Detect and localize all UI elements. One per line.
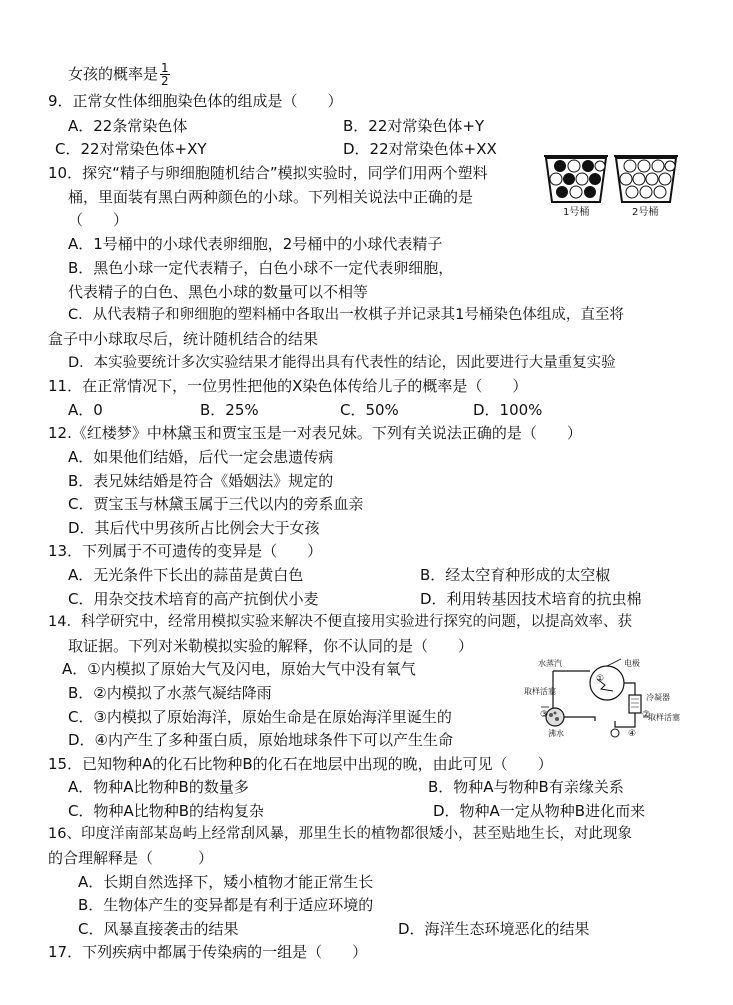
q17-stem: 17．下列疾病中都属于传染病的一组是（ ） [48, 943, 368, 961]
q12-stem: 12.《红楼梦》中林黛玉和贾宝玉是一对表兄妹。下列有关说法正确的是（ ） [48, 424, 582, 442]
miller-label-sampling-valve-left: 取样活塞 [524, 687, 556, 696]
q12-option-d: D．其后代中男孩所占比例会大于女孩 [68, 519, 320, 537]
q15-option-c: C．物种A比物种B的结构复杂 [68, 802, 265, 820]
q12-option-b: B．表兄妹结婚是符合《婚姻法》规定的 [68, 472, 334, 490]
q10-option-d: D．本实验要统计多次实验结果才能得出具有代表性的结论，因此要进行大量重复实验 [68, 355, 616, 371]
q10-option-a: A．1号桶中的小球代表卵细胞，2号桶中的小球代表精子 [68, 235, 443, 253]
q13-stem: 13．下列属于不可遗传的变异是（ ） [48, 542, 323, 560]
miller-label-steam: 水蒸汽 [538, 659, 562, 668]
q15-option-d: D．物种A一定从物种B进化而来 [433, 802, 646, 820]
q15-stem: 15．已知物种A的化石比物种B的化石在地层中出现的晚，由此可见（ ） [48, 755, 553, 773]
miller-label-condenser: 冷凝器 [646, 693, 670, 702]
q13-option-c: C．用杂交技术培育的高产抗倒伏小麦 [68, 590, 319, 608]
fraction [160, 62, 170, 87]
q12-option-a: A．如果他们结婚，后代一定会患遗传病 [68, 448, 334, 466]
bucket-1 [544, 156, 608, 202]
q9-option-d: D．22对常染色体+XX [343, 140, 497, 158]
q11-stem: 11．在正常情况下，一位男性把他的X染色体传给儿子的概率是（ ） [48, 377, 528, 395]
fraction-denominator: 2 [161, 74, 169, 88]
q10-stem-line3: （ ） [68, 211, 129, 229]
q14-option-c: C．③内模拟了原始海洋，原始生命是在原始海洋里诞生的 [68, 708, 452, 726]
miller-label-electrode: 电极 [624, 659, 640, 668]
bucket-2 [614, 156, 678, 202]
q16-option-c: C．风暴直接袭击的结果 [78, 920, 239, 938]
miller-marker-2: ② [642, 710, 651, 720]
q10-option-b-line1: B．黑色小球一定代表精子，白色小球不一定代表卵细胞， [68, 259, 454, 277]
miller-marker-4: ④ [628, 729, 637, 739]
buckets-figure [540, 150, 680, 212]
q13-option-d: D．利用转基因技术培育的抗虫棉 [420, 590, 642, 608]
q10-stem-line2: 桶，里面装有黑白两种颜色的小球。下列相关说法中正确的是 [68, 188, 474, 206]
miller-marker-1: ① [596, 674, 605, 684]
q9-option-c: C．22对常染色体+XY [55, 140, 207, 158]
q16-option-b: B．生物体产生的变异都是有利于适应环境的 [78, 896, 374, 914]
q14-stem-line2: 取证据。下列对米勒模拟实验的解释，你不认同的是（ ） [68, 637, 474, 655]
prev-answer-line [68, 60, 170, 88]
q14-option-b: B．②内模拟了水蒸气凝结降雨 [68, 684, 272, 702]
q16-stem-line2: 的合理解释是（ ） [48, 849, 214, 867]
q15-option-a: A．物种A比物种B的数量多 [68, 778, 249, 796]
q13-option-b: B．经太空育种形成的太空椒 [420, 566, 611, 584]
q11-option-b: B．25% [200, 401, 259, 419]
q15-option-b: B．物种A与物种B有亲缘关系 [428, 778, 624, 796]
q9-option-b: B．22对常染色体+Y [343, 117, 485, 135]
q11-option-c: C．50% [340, 401, 399, 419]
bucket-1-label: 1号桶 [563, 207, 590, 218]
q12-option-c: C．贾宝玉与林黛玉属于三代以内的旁系血亲 [68, 495, 364, 513]
q10-option-c-line2: 盒子中小球取尽后，统计随机结合的结果 [48, 330, 319, 348]
q14-stem-line1: 14．科学研究中，经常用模拟实验来解决不便直接用实验进行探究的问题，以提高效率、获 [48, 614, 632, 630]
miller-label-boiling-water: 沸水 [548, 729, 564, 738]
q14-option-d: D．④内产生了多种蛋白质，原始地球条件下可以产生生命 [68, 731, 454, 749]
q9-option-a: A．22条常染色体 [68, 117, 188, 135]
fraction-numerator: 1 [161, 61, 169, 75]
prev-answer-text: 女孩的概率是 [68, 65, 159, 83]
q10-option-b-line2: 代表精子的白色、黑色小球的数量可以不相等 [68, 283, 369, 301]
miller-marker-3: ③ [540, 710, 549, 720]
q16-option-d: D．海洋生态环境恶化的结果 [398, 920, 590, 938]
miller-label-sampling-valve-right: 取样活塞 [648, 713, 680, 722]
q10-stem-line1: 10．探究“精子与卵细胞随机结合”模拟实验时，同学们用两个塑料 [48, 164, 488, 182]
q11-option-d: D．100% [473, 401, 543, 419]
q9-stem: 9．正常女性体细胞染色体的组成是（ ） [48, 92, 343, 110]
q10-option-c-line1: C．从代表精子和卵细胞的塑料桶中各取出一枚棋子并记录其1号桶染色体组成，直至将 [68, 307, 624, 323]
q16-stem-line1: 16、印度洋南部某岛屿上经常刮风暴，那里生长的植物都很矮小，甚至贴地生长，对此现象 [48, 826, 632, 842]
bucket-2-label: 2号桶 [632, 207, 659, 218]
q16-option-a: A．长期自然选择下，矮小植物才能正常生长 [78, 873, 374, 891]
q13-option-a: A．无光条件下长出的蒜苗是黄白色 [68, 566, 304, 584]
q14-option-a: A．①内模拟了原始大气及闪电，原始大气中没有氧气 [62, 660, 416, 678]
q11-option-a: A．0 [68, 401, 103, 419]
